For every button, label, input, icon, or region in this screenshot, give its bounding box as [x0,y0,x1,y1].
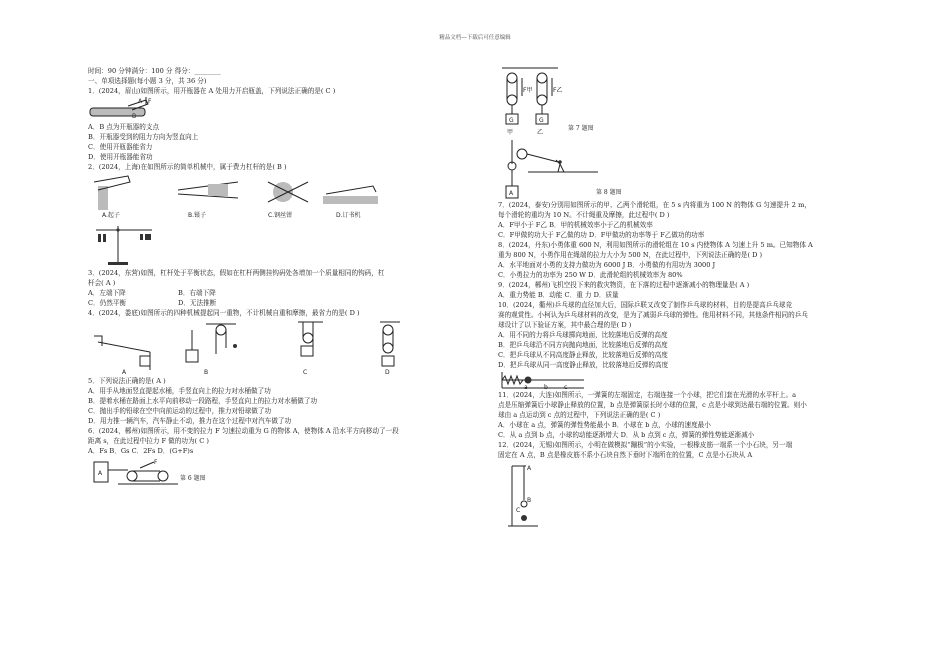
q4-label-d: D [385,369,390,376]
q11-stem-2: 点是压缩弹簧后小球静止释放的位置，b 点是弹簧原长时小球的位置，c 点是小球到达最右端的位置。则小 [498,401,807,409]
q12-label-b: B [527,497,532,504]
q7-label-f-jia: F甲 [523,87,533,94]
q6-label-a: A [98,470,103,477]
q3-option-c: C．仍然平衡 [88,299,127,307]
q9-stem: 9．(2024，郴州)飞机空投下来的救灾物资，在下落的过程中逐渐减小的物理量是( A ) [498,281,750,289]
q1-option-d: D．使用开瓶器能省功 [88,153,153,161]
q4-figure [88,318,478,376]
bungee-model-diagram [498,460,548,530]
q12-label-c: C [516,507,521,514]
q4-stem: 4．(2024，娄底)如图所示的四种机械提起同一重物，不计机械自重和摩擦，最省力的是( D ) [88,309,360,317]
left-column [88,66,478,486]
q7-label-jia: 甲 [507,129,514,136]
q4-label-c: C [303,369,308,376]
q2-stem: 2．(2024，上海)在如图所示的简单机械中，属于费力杠杆的是( B ) [88,163,287,171]
q11-stem: 11．(2024，大连)如图所示，一弹簧的左端固定，右端连接一个小球，把它们套在光滑的水平杆上。a [498,391,796,399]
q1-label-a: A [138,98,143,105]
q9-options: A．重力势能 B．动能 C．重 力 D．质量 [498,291,619,299]
q4-label-a: A [122,369,127,376]
q2-caption-b: B.镊子 [188,212,207,219]
q2-caption-c: C.钢丝钳 [268,212,293,219]
q8-options-cd: C．小勇拉力的功率为 250 W D．此滑轮组的机械效率为 80% [498,271,683,279]
q6-options: A．Fs B．Gs C．2Fs D．(G+F)s [88,447,194,455]
q10-option-b: B．把乒乓球沿不同方向抛向地面，比较落地后反弹的高度 [498,341,668,349]
simple-machines-diagram [88,172,388,220]
q5-option-b: B．提着水桶在路面上水平向前移动一段路程，手竖直向上的拉力对水桶做了功 [88,397,318,405]
q8-caption: 第 8 题图 [596,189,622,196]
q11-options-cd: C．从 a 点到 b 点，小球的动能逐渐增大 D．从 b 点到 c 点，弹簧的弹性势能逐渐减小 [498,431,755,439]
q7-label-g2: G [539,117,544,124]
q10-option-d: D．把乒乓球从同一高度静止释放，比较落地后反弹的高度 [498,361,669,369]
q10-stem-2: 赛的观赏性。小柯认为乒乓球材料的改变，是为了减弱乒乓球的弹性。他用材料不同，其他条件相同的乒乓 [498,311,808,319]
q11-label-a: a [524,384,528,390]
q1-option-a: A．B 点为开瓶器的支点 [88,123,160,131]
q6-caption: 第 6 题图 [180,475,206,482]
lever-balance-diagram [88,220,168,268]
q3-stem: 3．(2024，东营)如图，杠杆处于平衡状态，假如在杠杆两侧挂钩码处各增加一个质量相同的钩码，杠 [88,269,385,277]
q3-stem-2: 杆会( A ) [88,279,116,287]
q8-label-a: A [509,190,514,197]
q7-figure [498,66,866,138]
q10-stem: 10．(2024，衢州)乒乓球的直径加大后，国际乒联又改变了制作乒乓球的材料，目的是提高乒乓球竞 [498,301,793,309]
q3-figure [88,220,478,268]
q6-label-f: F [154,459,158,466]
q7-caption: 第 7 题图 [568,125,594,132]
pulley-with-person-diagram [498,138,608,200]
q11-options-ab: A．小球在 a 点，弹簧的弹性势能最小 B．小球在 b 点，小球的速度最小 [498,421,711,429]
q11-label-b: b [544,384,548,390]
q10-option-a: A．用不同的力将乒乓球掷向地面，比较落地后反弹的高度 [498,331,668,339]
q3-option-b: B．右端下降 [178,289,216,297]
q7-stem-2: 每个滑轮的重均为 10 N。不计绳重及摩擦，此过程中( D ) [498,211,670,219]
q5-option-c: C．抛出手的铅球在空中向前运动的过程中，推力对铅球做了功 [88,407,272,415]
q7-stem: 7．(2024，泰安)分别用如图所示的甲、乙两个滑轮组，在 5 s 内将重为 100 N 的物体 G 匀速提升 2 m， [498,201,811,209]
bottle-opener-diagram [88,96,158,122]
q11-stem-3: 球由 a 点运动到 c 点的过程中，下列说法正确的是( C ) [498,411,661,419]
q2-caption-d: D.订书机 [336,212,361,219]
q12-figure [498,460,866,530]
q7-label-g1: G [509,117,514,124]
q11-figure [498,370,866,390]
q10-stem-3: 球设计了以下验证方案，其中最合理的是( D ) [498,321,632,329]
q8-figure [498,138,866,200]
q11-label-c: c [564,384,568,390]
q12-label-a: A [527,465,532,472]
section-1-title: 一、单项选择题(每小题 3 分，共 36 分) [88,77,207,85]
q10-option-c: C．把乒乓球从不同高度静止释放，比较落地后反弹的高度 [498,351,668,359]
q1-figure [88,96,478,122]
q1-option-c: C．使用开瓶器能省力 [88,143,153,151]
q4-label-b: B [204,369,209,376]
q8-stem: 8．(2024，丹东)小勇体重 600 N，利用如图所示的滑轮组在 10 s 内使物体 A 匀速上升 5 m。已知物体 A [498,241,813,249]
four-machines-diagram [88,318,418,376]
page-header: 精品文档---下载后可任意编辑 [439,35,511,41]
q6-figure [88,456,478,486]
q3-option-a: A．左端下降 [88,289,126,297]
q5-stem: 5．下列说法正确的是( A ) [88,377,166,385]
q7-label-yi: 乙 [537,129,544,136]
right-column [498,66,866,530]
spring-ball-diagram [498,370,588,390]
q7-options-cd: C．F甲做的功大于 F乙做的功 D．F甲做功的功率等于 F乙做功的功率 [498,231,705,239]
q3-option-d: D．无法推断 [178,299,217,307]
q6-stem: 6．(2024，郴州)如图所示，用不变的拉力 F 匀速拉动重为 G 的物体 A，使物体 A 沿水平方向移动了一段 [88,427,399,435]
q7-label-f-yi: F乙 [553,87,563,94]
q2-figure [88,172,478,220]
q5-option-a: A．用手从地面竖直提起水桶，手竖直向上的拉力对水桶做了功 [88,387,271,395]
time-score-line: 时间：90 分钟满分：100 分 得分：________ [88,67,221,75]
q1-option-b: B．开瓶器受到的阻力方向为竖直向上 [88,133,199,141]
q1-label-f: F [148,98,152,105]
q8-options-ab: A．水平地面对小勇的支持力做功为 6000 J B．小勇做的有用功为 3000 J [498,261,716,269]
horizontal-pulley-diagram [88,456,248,486]
q6-stem-2: 距离 s，在此过程中拉力 F 做的功为( C ) [88,437,209,445]
q12-stem: 12．(2024，无锡)如图所示，小明在做模拟“蹦极”的小实验，一根橡皮筋一端系一个小石块，另一端 [498,441,793,449]
q8-stem-2: 重为 800 N，小勇作用在绳端的拉力大小为 500 N，在此过程中，下列说法正确的是( D ) [498,251,763,259]
q2-caption-a: A.起子 [102,212,120,219]
q7-options-ab: A．F甲小于 F乙 B．甲的机械效率小于乙的机械效率 [498,221,653,229]
q1-stem: 1．(2024，眉山)如图所示，用开瓶器在 A 处用力开启瓶盖，下列说法正确的是( C ) [88,87,336,95]
q5-option-d: D．用力推一辆汽车，汽车静止不动，推力在这个过程中对汽车做了功 [88,417,292,425]
q1-label-b: B [132,113,137,120]
q12-stem-2: 固定在 A 点，B 点是橡皮筋不系小石块自然下垂时下端所在的位置，C 点是小石块从 A [498,451,753,459]
